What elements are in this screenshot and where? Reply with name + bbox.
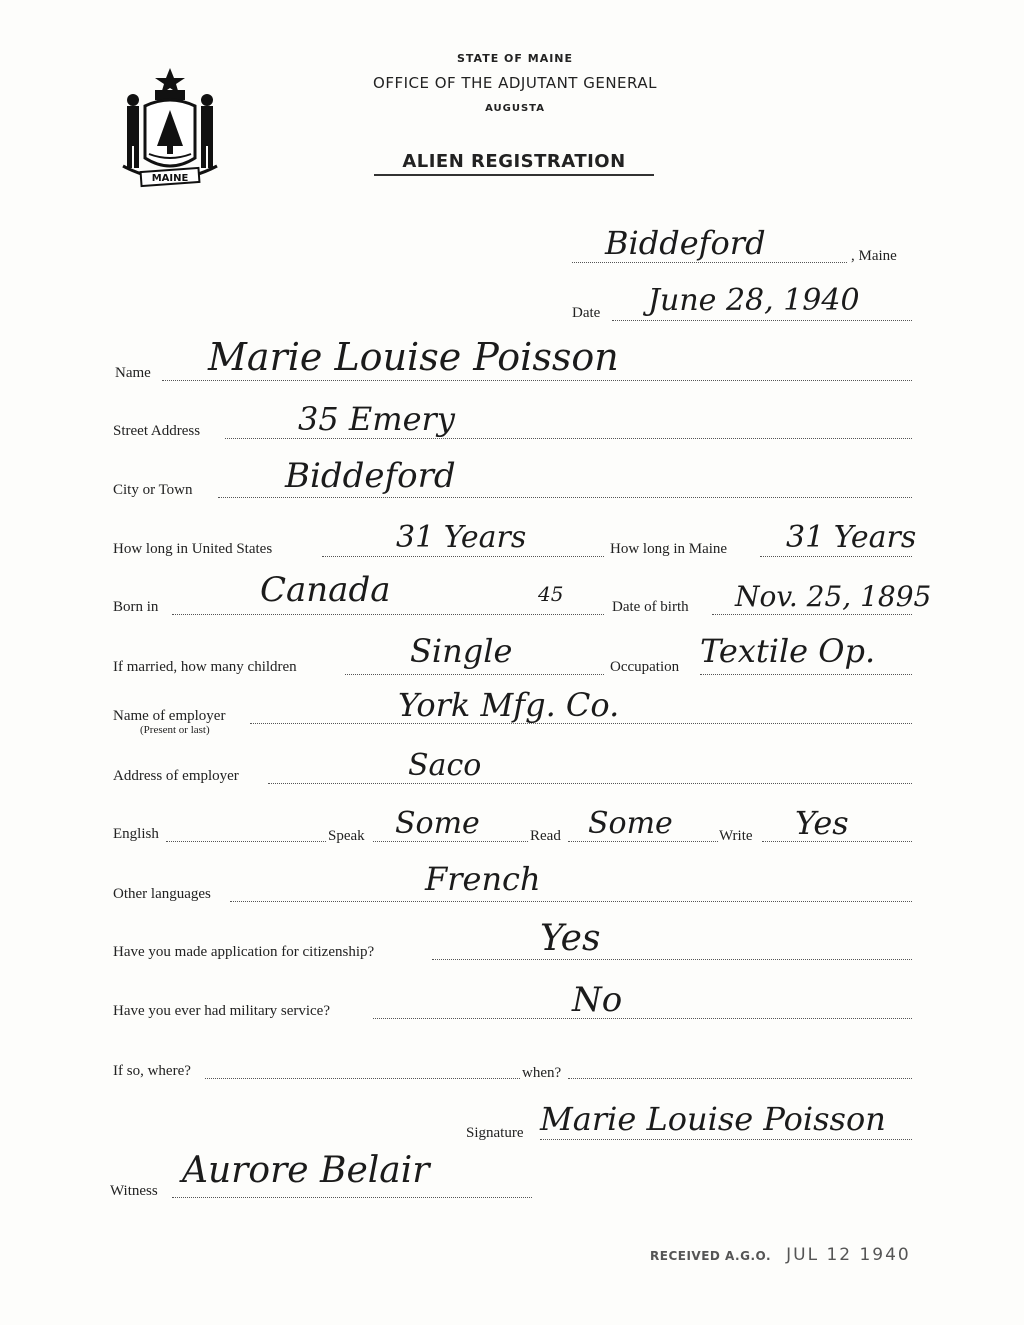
street-label: Street Address — [113, 423, 201, 439]
witness-value: Aurore Belair — [182, 1150, 430, 1191]
citizenship-line — [432, 959, 912, 960]
where-label: If so, where? — [113, 1063, 191, 1079]
born-line — [172, 614, 604, 615]
speak-label: Speak — [328, 828, 365, 844]
other-languages-value: French — [425, 860, 541, 898]
citizenship-label: Have you made application for citizenship? — [113, 944, 375, 960]
us-years-label: How long in United States — [113, 541, 273, 557]
read-line — [568, 841, 718, 842]
dob-value: Nov. 25, 1895 — [735, 580, 932, 613]
us-years-value: 31 Years — [396, 520, 527, 555]
military-label: Have you ever had military service? — [113, 1003, 330, 1019]
occupation-label: Occupation — [610, 659, 680, 675]
maine-years-value: 31 Years — [786, 520, 917, 555]
us-years-line — [322, 556, 604, 557]
seal-label: MAINE — [151, 173, 189, 184]
witness-line — [172, 1197, 532, 1198]
speak-value: Some — [395, 806, 480, 841]
city-value: Biddeford — [285, 456, 456, 496]
state-seal-icon — [115, 66, 225, 188]
maine-years-label: How long in Maine — [610, 541, 728, 557]
other-languages-line — [230, 901, 912, 902]
read-label: Read — [530, 828, 561, 844]
city-heading: AUGUSTA — [485, 103, 545, 114]
signature-value: Marie Louise Poisson — [540, 1100, 886, 1138]
signature-line — [540, 1139, 912, 1140]
write-value: Yes — [795, 804, 849, 842]
city-line — [218, 497, 912, 498]
location-suffix: , Maine — [851, 248, 897, 264]
born-value: Canada — [260, 570, 391, 610]
employer-address-label: Address of employer — [113, 768, 239, 784]
employer-sublabel: (Present or last) — [140, 724, 210, 736]
state-heading: STATE OF MAINE — [456, 52, 574, 65]
location-line — [572, 262, 847, 263]
office-heading: OFFICE OF THE ADJUTANT GENERAL — [373, 74, 657, 92]
military-value: No — [572, 980, 623, 1020]
signature-label: Signature — [466, 1125, 524, 1141]
children-line — [345, 674, 604, 675]
employer-value: York Mfg. Co. — [398, 686, 620, 724]
received-stamp-date: JUL 12 1940 — [786, 1245, 911, 1265]
name-line — [162, 380, 912, 381]
received-stamp — [650, 1245, 911, 1265]
dob-label: Date of birth — [612, 599, 689, 615]
occupation-line — [700, 674, 912, 675]
children-value: Single — [410, 632, 513, 670]
employer-label: Name of employer — [113, 708, 226, 724]
when-label: when? — [522, 1065, 562, 1081]
name-label: Name — [115, 365, 151, 381]
location-value: Biddeford — [605, 224, 766, 262]
read-value: Some — [588, 806, 673, 841]
received-stamp-text: RECEIVED A.G.O. — [650, 1249, 772, 1263]
date-label: Date — [572, 305, 601, 321]
age-note: 45 — [538, 582, 564, 606]
citizenship-value: Yes — [540, 918, 601, 959]
english-label: English — [113, 826, 159, 842]
born-label: Born in — [113, 599, 159, 615]
other-languages-label: Other languages — [113, 886, 211, 902]
occupation-value: Textile Op. — [700, 632, 876, 670]
english-line — [166, 841, 326, 842]
date-value: June 28, 1940 — [648, 283, 860, 318]
dob-line — [712, 614, 912, 615]
street-line — [225, 438, 912, 439]
witness-label: Witness — [110, 1183, 158, 1199]
maine-years-line — [760, 556, 912, 557]
street-value: 35 Emery — [298, 400, 455, 438]
date-line — [612, 320, 912, 321]
city-label: City or Town — [113, 482, 193, 498]
speak-line — [373, 841, 528, 842]
write-label: Write — [719, 828, 753, 844]
children-label: If married, how many children — [113, 659, 297, 675]
name-value: Marie Louise Poisson — [208, 335, 619, 379]
where-line — [205, 1078, 520, 1079]
military-line — [373, 1018, 912, 1019]
form-title: ALIEN REGISTRATION — [374, 151, 654, 176]
employer-address-value: Saco — [408, 748, 482, 783]
when-line — [568, 1078, 912, 1079]
employer-address-line — [268, 783, 912, 784]
